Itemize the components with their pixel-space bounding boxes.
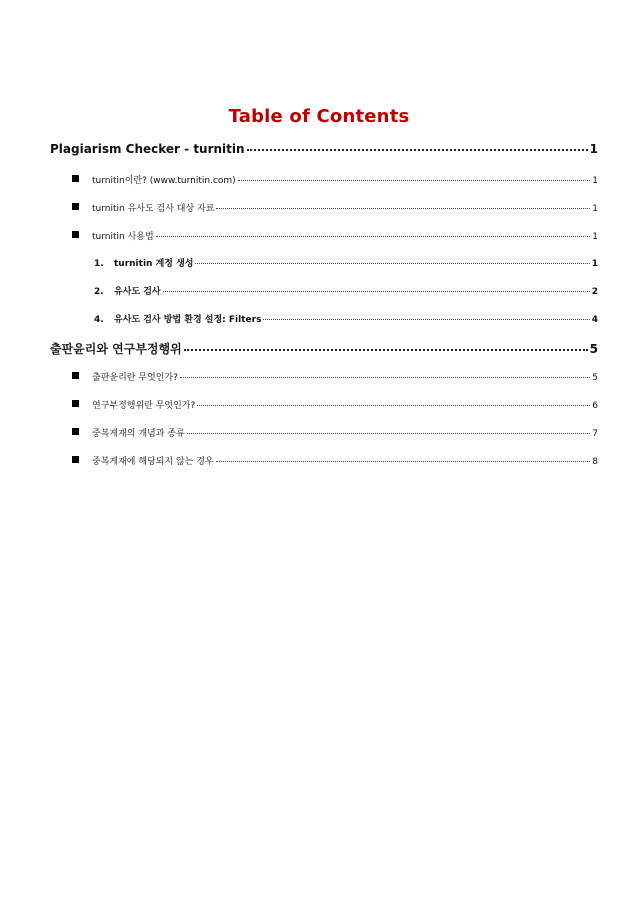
dot-leader (163, 290, 590, 292)
toc-entry-label: 출판윤리란 무엇인가? (92, 373, 178, 383)
dot-leader (184, 348, 588, 351)
toc-page-number: 1 (589, 142, 598, 156)
square-bullet-icon (72, 428, 79, 435)
dot-leader (156, 235, 591, 237)
toc-entry-label: 연구부정행위란 무엇인가? (92, 401, 196, 411)
square-bullet-icon (72, 456, 79, 463)
toc-entry-number: 4. (94, 315, 104, 325)
toc-page-number: 1 (592, 204, 598, 214)
toc-page-number: 1 (592, 232, 598, 242)
dot-leader (216, 207, 590, 209)
toc-entry-label: 중복게재의 개념과 종류 (92, 429, 185, 439)
toc-page-number: 4 (591, 315, 598, 325)
toc-entry-plagiarism-checker[interactable] (50, 142, 598, 156)
toc-page-number: 8 (592, 457, 598, 467)
toc-entry-duplicate-publication[interactable] (72, 426, 598, 439)
toc-entry-not-duplicate[interactable] (72, 454, 598, 467)
toc-entry-turnitin-materials[interactable] (72, 201, 598, 214)
toc-page-number: 1 (592, 176, 598, 186)
toc-page-number: 6 (592, 401, 598, 411)
toc-entry-label: turnitin 유사도 검사 대상 자료 (92, 204, 215, 214)
toc-page-number: 5 (589, 342, 598, 356)
toc-entry-filters[interactable] (94, 312, 598, 325)
toc-entry-turnitin-intro[interactable] (72, 173, 598, 186)
toc-entry-similarity-check[interactable] (94, 284, 598, 297)
dot-leader (187, 432, 591, 434)
toc-entry-create-account[interactable] (94, 256, 598, 269)
square-bullet-icon (72, 203, 79, 210)
dot-leader (247, 148, 588, 151)
toc-entry-publication-ethics[interactable] (50, 340, 598, 357)
toc-page-number: 2 (591, 287, 598, 297)
toc-entry-label: turnitin 계정 생성 (114, 259, 194, 269)
toc-page-number: 1 (591, 259, 598, 269)
toc-entry-label: turnitin이란? (www.turnitin.com) (92, 176, 236, 186)
toc-entry-label: 출판윤리와 연구부정행위 (50, 342, 182, 356)
square-bullet-icon (72, 231, 79, 238)
dot-leader (238, 179, 591, 181)
dot-leader (195, 262, 589, 264)
toc-entry-research-misconduct[interactable] (72, 398, 598, 411)
square-bullet-icon (72, 175, 79, 182)
toc-entry-turnitin-usage[interactable] (72, 229, 598, 242)
dot-leader (197, 404, 590, 406)
toc-entry-label: 유사도 검사 (114, 287, 161, 297)
toc-title: Table of Contents (228, 106, 410, 127)
toc-entry-number: 1. (94, 259, 104, 269)
toc-entry-label: 중복게재에 해당되지 않는 경우 (92, 457, 214, 467)
dot-leader (216, 460, 591, 462)
dot-leader (180, 376, 590, 378)
toc-entry-label: Plagiarism Checker - turnitin (50, 142, 245, 156)
toc-entry-label: 유사도 검사 방법 환경 설정: Filters (114, 315, 262, 325)
toc-entry-what-is-ethics[interactable] (72, 370, 598, 383)
square-bullet-icon (72, 400, 79, 407)
square-bullet-icon (72, 372, 79, 379)
toc-page-number: 5 (592, 373, 598, 383)
toc-page-number: 7 (592, 429, 598, 439)
toc-entry-label: turnitin 사용법 (92, 232, 154, 242)
toc-entry-number: 2. (94, 287, 104, 297)
dot-leader (263, 318, 589, 320)
